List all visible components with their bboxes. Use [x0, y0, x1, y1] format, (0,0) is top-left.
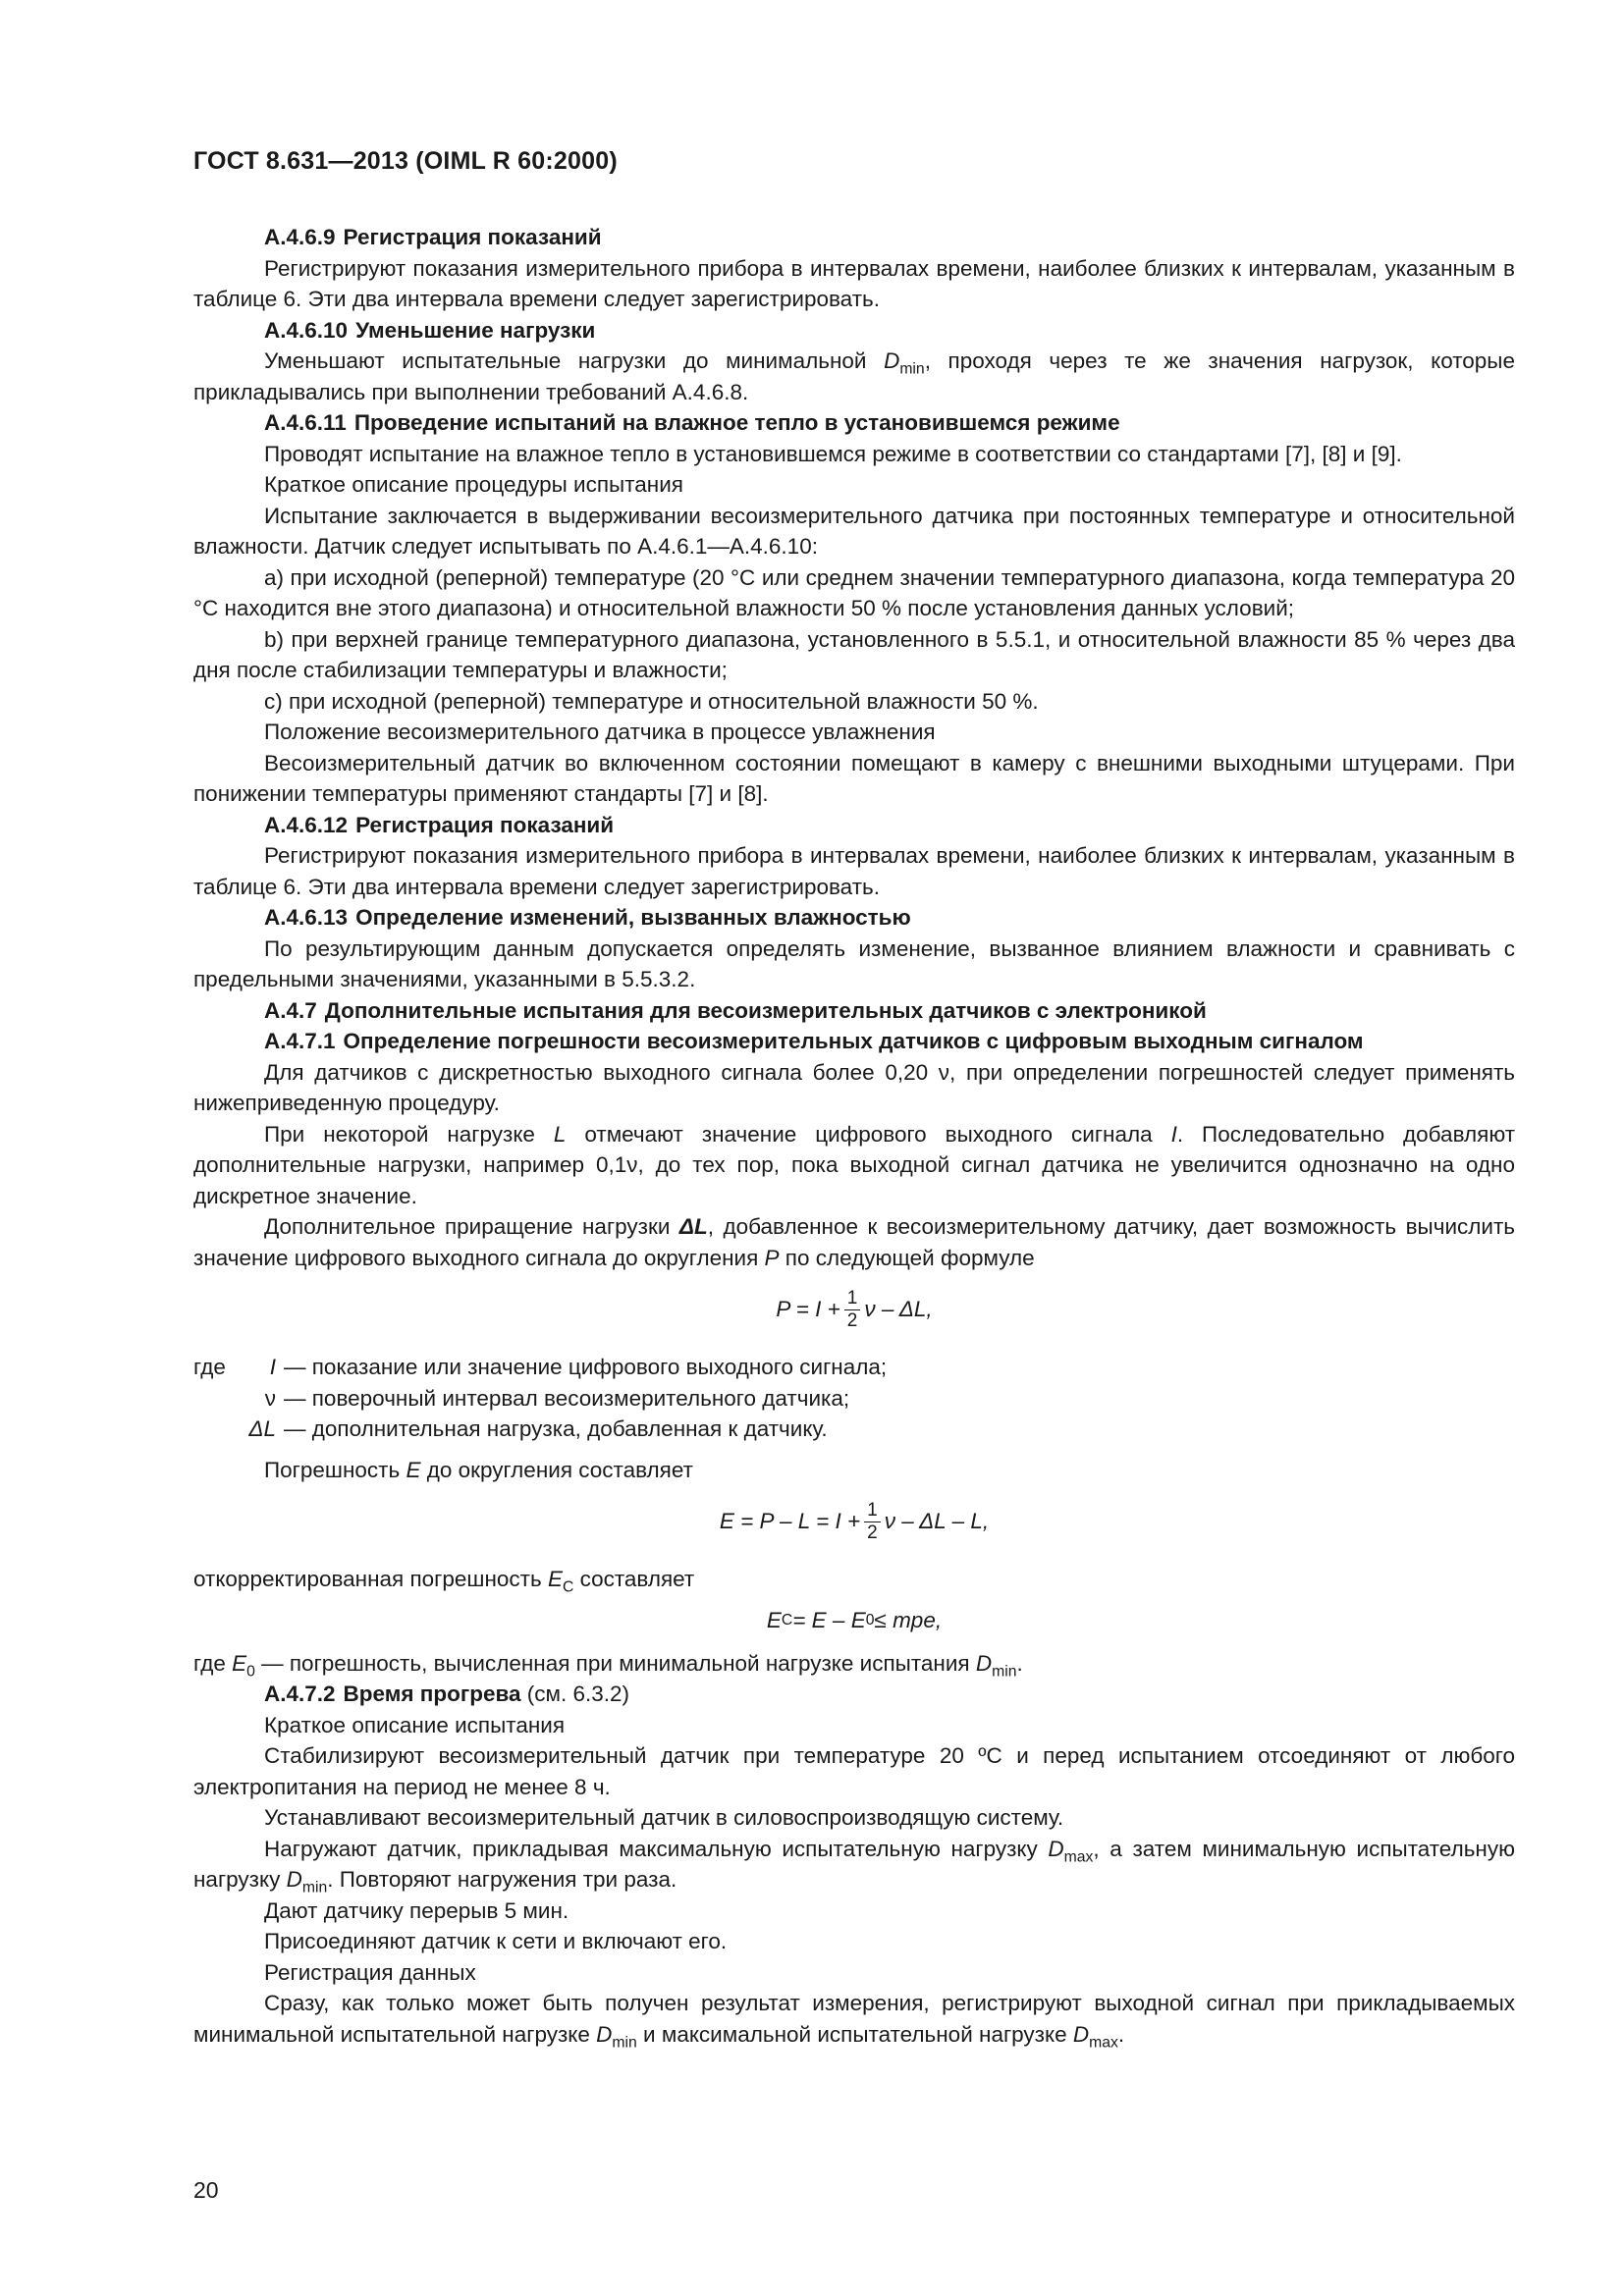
paragraph: Весоизмерительный датчик во включенном состоянии помещают в камеру с внешними выходными штуцерами. При понижении температуры применяют стандарты [7] и [8].	[193, 750, 1515, 806]
page-number: 20	[193, 2177, 219, 2203]
section-heading: А.4.6.10 Уменьшение нагрузки	[264, 317, 596, 343]
section-heading: А.4.6.11 Проведение испытаний на влажное тепло в установившемся режиме	[264, 410, 1120, 435]
list-item: b) при верхней границе температурного диапазона, установленного в 5.5.1, и относительной влажности 85 % через два дня после стабилизации температуры и влажности;	[193, 626, 1515, 682]
section-heading: А.4.7.2 Время прогрева (см. 6.3.2)	[264, 1682, 630, 1706]
section-heading: А.4.6.13 Определение изменений, вызванных влажностью	[264, 905, 911, 930]
paragraph: По результирующим данным допускается определять изменение, вызванное влиянием влажности и сравнивать с предельными значениями, указанными в 5.5.3.2.	[193, 935, 1515, 991]
definition-row: где I — показание или значение цифрового выходного сигнала;	[193, 1352, 1515, 1383]
paragraph: Регистрация данных	[264, 1959, 476, 1985]
paragraph: откорректированная погрешность $E_C$ составляет	[193, 1567, 695, 1596]
paragraph: Испытание заключается в выдерживании весоизмерительного датчика при постоянных температуре и относительной влажности. Датчик следует испытывать по А.4.6.1—А.4.6.10:	[193, 503, 1515, 559]
paragraph: Регистрируют показания измерительного прибора в интервалах времени, наиболее близких к интервалам, указанным в таблице 6. Эти два интервала времени следует зарегистрировать.	[193, 255, 1515, 311]
formula-p: P = I + $\frac{1}{2}$ ν – ΔL,	[776, 1287, 933, 1331]
definition-text: — дополнительная нагрузка, добавленная к датчику.	[284, 1416, 828, 1441]
paragraph: Краткое описание испытания	[264, 1712, 566, 1737]
fraction: $\frac{1}{2}$	[844, 1288, 861, 1332]
list-item: с) при исходной (реперной) температуре и относительной влажности 50 %.	[264, 688, 1039, 714]
paragraph: Регистрируют показания измерительного прибора в интервалах времени, наиболее близких к интервалам, указанным в таблице 6. Эти два интервала времени следует зарегистрировать.	[193, 843, 1515, 899]
paragraph: где $E_0$ — погрешность, вычисленная при минимальной нагрузке испытания $D_{min}$.	[193, 1650, 1023, 1680]
paragraph: Для датчиков с дискретностью выходного сигнала более 0,20 ν, при определении погрешностей следует применять нижеприведенную процедуру.	[193, 1059, 1515, 1115]
symbol: ΔL	[248, 1416, 276, 1441]
page-body	[193, 222, 1515, 2050]
definition-row	[193, 1383, 1515, 1415]
paragraph: Устанавливают весоизмерительный датчик в силовоспроизводящую систему.	[264, 1805, 1064, 1830]
symbol-definitions	[193, 1352, 1515, 1445]
paragraph: Присоединяют датчик к сети и включают его.	[264, 1929, 728, 1953]
paragraph: Проводят испытание на влажное тепло в установившемся режиме в соответствии со стандартами [7], [8] и [9].	[264, 441, 1402, 466]
section-heading: А.4.6.9 Регистрация показаний	[264, 225, 602, 249]
paragraph: При некоторой нагрузке L отмечают значение цифрового выходного сигнала I. Последовательно добавляют дополнительные нагрузки, например 0,1ν, до тех пор, пока выходной сигнал датчика не увеличится однозначно на одно дискретное значение.	[193, 1121, 1516, 1208]
paragraph: Уменьшают испытательные нагрузки до минимальной $D_{min}$, проходя через те же значения нагрузок, которые прикладывались при выполнении требований А.4.6.8.	[193, 348, 1515, 404]
definition-row	[193, 1414, 1515, 1445]
list-item: а) при исходной (реперной) температуре (20 °С или среднем значении температурного диапазона, когда температура 20 °С находится вне этого диапазона) и относительной влажности 50 % после установления данных условий;	[193, 564, 1515, 620]
paragraph: Погрешность E до округления составляет	[264, 1457, 693, 1482]
paragraph: Нагружают датчик, прикладывая максимальную испытательную нагрузку $D_{max}$, а затем минимальную испытательную нагрузку $D_{min}$. Повторяют нагружения три раза.	[193, 1836, 1515, 1896]
paragraph: Сразу, как только может быть получен результат измерения, регистрируют выходной сигнал при прикладываемых минимальной испытательной нагрузке $D_{min}$ и максимальной испытательной нагрузке $D_{max}$.	[193, 1991, 1515, 2051]
fraction: $\frac{1}{2}$	[864, 1500, 881, 1544]
paragraph: Стабилизируют весоизмерительный датчик при температуре 20 ºС и перед испытанием отсоединяют от любого электропитания на период не менее 8 ч.	[193, 1743, 1515, 1799]
section-heading: А.4.6.12 Регистрация показаний	[264, 812, 615, 837]
symbol: I	[269, 1355, 276, 1379]
section-heading: А.4.7 Дополнительные испытания для весоизмерительных датчиков с электроникой	[264, 997, 1207, 1023]
paragraph: Дополнительное приращение нагрузки ΔL, добавленное к весоизмерительному датчику, дает возможность вычислить значение цифрового выходного сигнала до округления P по следующей формуле	[193, 1214, 1515, 1270]
definition-text: — показание или значение цифрового выходного сигнала;	[284, 1355, 888, 1379]
formula-e: E = P – L = I + $\frac{1}{2}$ ν – ΔL – L,	[719, 1499, 990, 1543]
formula-ec: E C = E – E 0 ≤ mpe,	[766, 1607, 943, 1632]
section-heading: А.4.7.1 Определение погрешности весоизмерительных датчиков с цифровым выходным сигналом	[264, 1029, 1364, 1053]
document-header: ГОСТ 8.631—2013 (OIML R 60:2000)	[193, 147, 618, 175]
symbol: ν	[264, 1385, 276, 1411]
definition-text: — поверочный интервал весоизмерительного датчика;	[284, 1385, 850, 1411]
paragraph: Дают датчику перерыв 5 мин.	[264, 1897, 569, 1923]
paragraph: Краткое описание процедуры испытания	[264, 472, 683, 497]
paragraph: Положение весоизмерительного датчика в процессе увлажнения	[264, 720, 936, 744]
